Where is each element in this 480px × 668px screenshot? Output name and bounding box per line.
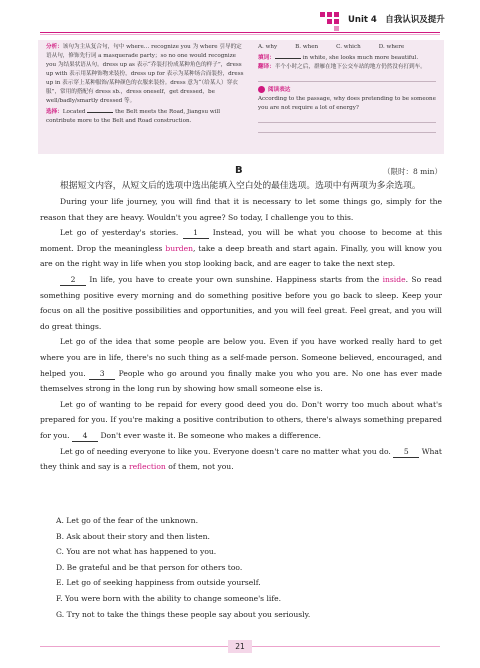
header-decoration [320,12,344,30]
reading-question: According to the passage, why does pretending to be someone you are not require a lot of energy? [258,96,436,111]
text-span: of them, not you. [168,462,234,472]
highlighted-word: burden [165,243,193,253]
fill-blank[interactable] [275,52,301,59]
unit-title: Unit 4 自我认识及提升 [348,15,445,25]
analysis-label: 分析： [46,44,63,50]
page-number: 21 [228,640,252,653]
blank-1[interactable]: 1 [183,228,209,239]
text-span: . So read something positive every morning and do something positive before you go back to sleep. Keep your focus on all the positive possibilities and opportunities, and you will feel great. Feel great, and you will do great things. [40,274,443,331]
choose-label: 选择： [46,109,63,115]
analysis-paragraph [46,43,246,106]
text-span: , take a deep breath and start again. Finally, you will know you are on the right way in life when you stop looking back, and are eager to take the next step. [40,243,443,269]
option-a[interactable]: A. Let go of the fear of the unknown. [56,516,198,525]
paragraph-5 [40,397,442,444]
fill-paragraph [258,52,440,63]
choose-blank[interactable] [87,106,113,113]
analysis-right-column [258,43,440,133]
paragraph-2 [40,225,442,272]
option-f[interactable]: F. You were born with the ability to change someone's life. [56,593,282,603]
paragraph-1: During your life journey, you will find that it is necessary to let some things go, simply for the reason that they are heavy. Wouldn't you agree? So today, I challenge you to this. [40,197,442,222]
answer-line[interactable] [258,81,436,82]
highlighted-word: inside [382,274,406,284]
option-d[interactable]: D. Be grateful and be that person for others too. [56,562,243,572]
pen-icon [258,86,265,93]
choose-paragraph [46,106,246,126]
answer-options [56,513,310,622]
answer-line[interactable] [258,132,436,133]
text-span: Let go of the idea that some people are below you. Even if you have worked really hard to get where you are in life, there's no such thing as a self-made person. Someone believed, encouraged, and helped you. [40,337,442,378]
paragraph-6 [40,444,442,475]
text-span: Let go of wanting to be repaid for every good deed you do. Don't worry too much about what's prepared for you. If you're making a positive contribution to others, there's always something prepared for you. [40,399,442,440]
blank-2[interactable]: 2 [60,275,86,286]
translate-text: 半个小时之后，群雁在地下公交车站的地方仍然没有打到车。 [274,64,426,70]
header-divider [40,32,440,33]
analysis-left-column [46,43,246,126]
text-span: In life, you have to create your own sunshine. Happiness starts from the [89,274,380,284]
text-span: Let go of needing everyone to like you. Everyone doesn't care no matter what you do. [60,446,391,456]
choice-option-b[interactable]: B. when [295,44,319,50]
blank-4[interactable]: 4 [72,431,98,442]
choice-options [258,43,440,52]
choose-text-1: Located [62,109,86,115]
header-divider-secondary [40,34,440,35]
blank-3[interactable]: 3 [89,369,115,380]
text-span: Don't ever waste it. Be someone who makes a difference. [100,430,321,440]
section-letter: B [235,165,243,176]
choice-option-c[interactable]: C. which [336,44,361,50]
time-limit: （限时：8 min） [383,167,442,176]
option-b[interactable]: B. Ask about their story and then listen. [56,531,210,541]
analysis-text: 该句为主从复合句，句中 where… recognize you 为 where 引导的定语从句，修饰先行词 a masquerade party；so no one would recognize you 为结果状语从句。dress up as 表示“乔装打扮成某种角色的样子”，dress up with 表示用某种饰物来装扮，dress up for 表示为某种场合而装扮，dress up in 表示穿上某种服饰/某种颜色的衣服来装扮。dress 意为“（给某人）穿衣服”，常用的搭配有 dress sb.，dress oneself，get dressed，be well/badly/smartly dressed 等。 [46,44,244,104]
reading-label: 阅读表达 [268,87,291,93]
option-g[interactable]: G. Try not to take the things these people say about you seriously. [56,609,311,619]
paragraph-3 [40,272,442,334]
answer-line[interactable] [258,122,436,123]
option-c[interactable]: C. You are not what has happened to you. [56,547,217,557]
choose-text-2: the Belt meets the Road, Jiangsu will contribute more to the Belt and Road construction. [46,109,221,124]
text-span: People who go around you finally make you who you are. No one has ever made themselves strong in the long run by showing how small someone else is. [40,368,443,394]
paragraph-4 [40,334,442,396]
text-span: What they think and say is a [40,446,442,472]
choice-option-d[interactable]: D. where [378,44,405,50]
highlighted-word: reflection [128,462,166,472]
fill-text: in white, she looks much more beautiful. [302,55,419,61]
reading-section [258,86,440,95]
translate-paragraph [258,63,440,72]
option-e[interactable]: E. Let go of seeking happiness from outside yourself. [56,578,261,588]
passage [40,178,442,475]
translate-label: 翻译： [258,64,275,70]
blank-5[interactable]: 5 [393,447,419,458]
choice-option-a[interactable]: A. why [258,44,278,50]
instruction: 根据短文内容，从短文后的选项中选出能填入空白处的最佳选项。选项中有两项为多余选项。 [60,181,421,191]
text-span: Instead, you will be what you choose to become at this moment. Drop the meaningless [40,228,442,253]
fill-label: 填词： [258,55,275,61]
text-span: Let go of yesterday's stories. [60,228,179,238]
